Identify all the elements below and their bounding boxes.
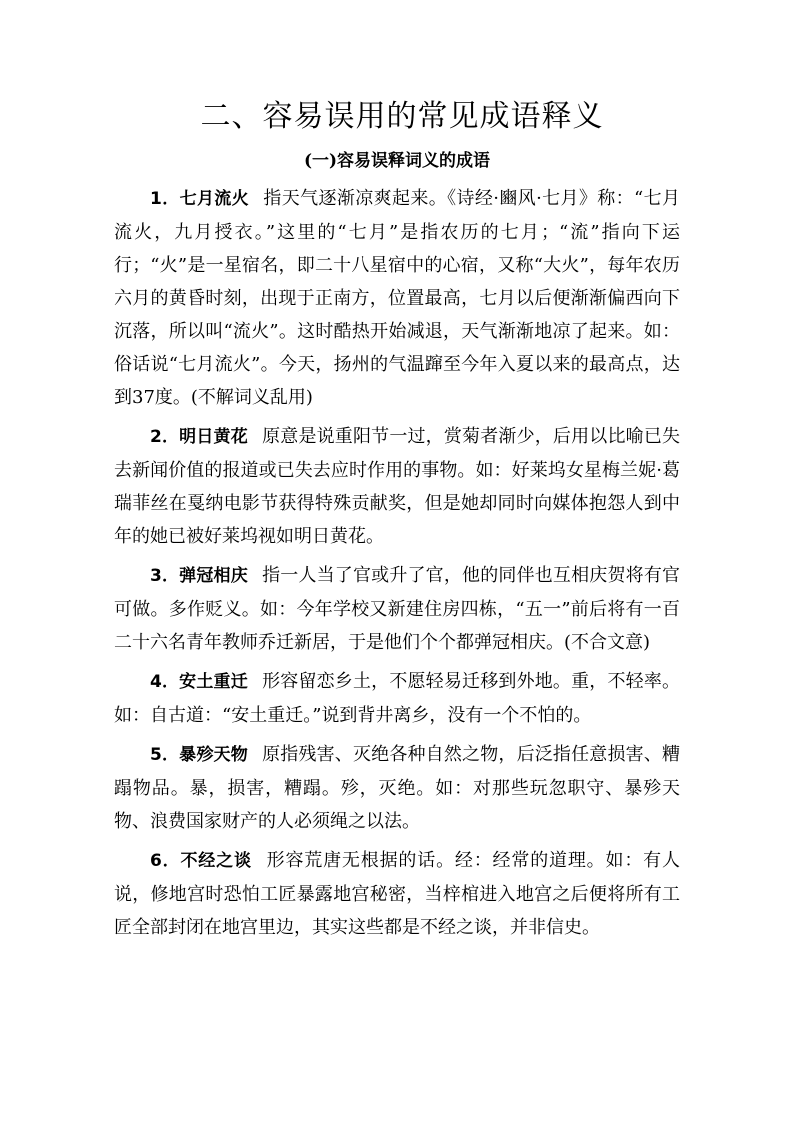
idiom-definition: 原意是说重阳节一过，赏菊者渐少，后用以比喻已失去新闻价值的报道或已失去应时作用的事物。如：好莱坞女星梅兰妮·葛瑞菲丝在戛纳电影节获得特殊贡献奖，但是她却同时向媒体抱怨人到中年的她已被好莱坞视如明日黄花。 xyxy=(114,426,680,547)
document-title: 二、容易误用的常见成语释义 xyxy=(200,99,604,134)
idiom-entry-1 xyxy=(114,182,680,414)
section-subtitle: (一)容易误释词义的成语 xyxy=(303,151,491,171)
idiom-entry-3 xyxy=(114,559,680,659)
document-page xyxy=(114,96,680,950)
idiom-definition: 原指残害、灭绝各种自然之物，后泛指任意损害、糟蹋物品。暴，损害，糟蹋。殄，灭绝。如：对那些玩忽职守、暴殄天物、浪费国家财产的人必须绳之以法。 xyxy=(114,744,680,832)
idiom-definition: 指一人当了官或升了官，他的同伴也互相庆贺将有官可做。多作贬义。如：今年学校又新建住房四栋，“五一”前后将有一百二十六名青年教师乔迁新居，于是他们个个都弹冠相庆。(不合文意) xyxy=(114,565,680,653)
idiom-definition: 形容荒唐无根据的话。经：经常的道理。如：有人说，修地宫时恐怕工匠暴露地宫秘密，当梓棺进入地宫之后便将所有工匠全部封闭在地宫里边，其实这些都是不经之谈，并非信史。 xyxy=(114,850,680,938)
idiom-entry-6 xyxy=(114,844,680,944)
idiom-entry-4 xyxy=(114,665,680,732)
idiom-definition: 形容留恋乡土，不愿轻易迁移到外地。重，不轻率。如：自古道：“安土重迁。”说到背井离乡，没有一个不怕的。 xyxy=(114,671,680,726)
idiom-term: 5．暴殄天物 xyxy=(150,745,248,765)
idiom-definition: 指天气逐渐凉爽起来。《诗经·豳风·七月》称：“七月流火，九月授衣。”这里的“七月”是指农历的七月；“流”指向下运行；“火”是一星宿名，即二十八星宿中的心宿，又称“大火”，每年农历六月的黄昏时刻，出现于正南方，位置最高，七月以后便渐渐偏西向下沉落，所以叫“流火”。这时酷热开始减退，天气渐渐地凉了起来。如：俗话说“七月流火”。今天，扬州的气温蹿至今年入夏以来的最高点，达到37度。(不解词义乱用) xyxy=(114,188,680,408)
idiom-term: 1．七月流火 xyxy=(150,189,250,209)
idiom-entry-2 xyxy=(114,420,680,553)
idiom-term: 3．弹冠相庆 xyxy=(150,566,248,586)
idiom-term: 6．不经之谈 xyxy=(150,851,252,871)
idiom-entry-5 xyxy=(114,738,680,838)
idiom-term: 4．安土重迁 xyxy=(150,672,248,692)
idiom-term: 2．明日黄花 xyxy=(150,427,248,447)
